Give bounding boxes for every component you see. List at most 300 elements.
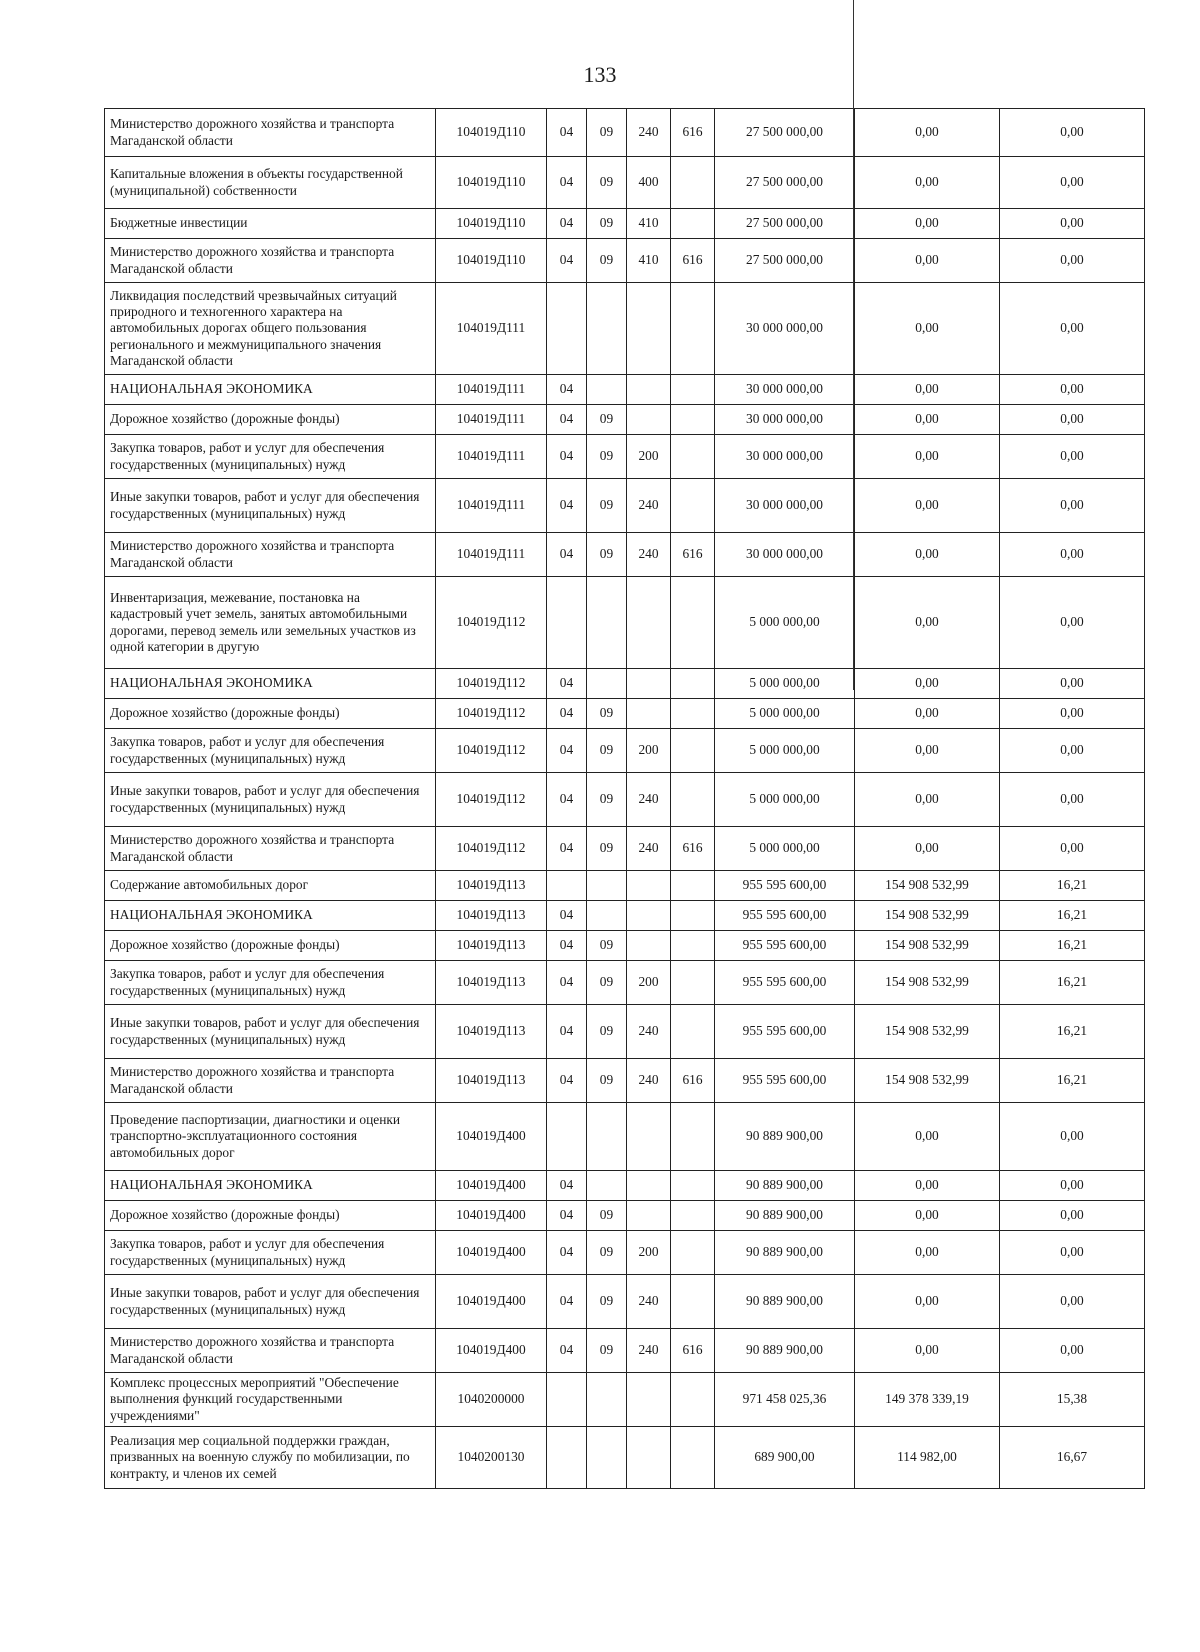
row-expense-type-cell [627, 1373, 671, 1427]
row-code-cell: 104019Д400 [436, 1231, 547, 1275]
row-expense-type-cell: 200 [627, 729, 671, 773]
row-expense-type-cell: 240 [627, 1275, 671, 1329]
row-code-cell: 1040200130 [436, 1427, 547, 1489]
table-row [105, 1275, 1145, 1329]
row-expense-type-cell [627, 1171, 671, 1201]
table-row [105, 1329, 1145, 1373]
row-plan-cell: 27 500 000,00 [715, 157, 855, 209]
row-manager-cell [671, 405, 715, 435]
row-manager-cell [671, 1103, 715, 1171]
row-name-cell: Дорожное хозяйство (дорожные фонды) [105, 699, 436, 729]
row-subsection-cell [587, 901, 627, 931]
row-expense-type-cell: 410 [627, 209, 671, 239]
row-manager-cell [671, 209, 715, 239]
row-name-cell: Иные закупки товаров, работ и услуг для обеспечения государственных (муниципальных) нужд [105, 1005, 436, 1059]
row-section-cell: 04 [547, 827, 587, 871]
row-subsection-cell: 09 [587, 931, 627, 961]
table-row [105, 901, 1145, 931]
row-name-cell: Министерство дорожного хозяйства и транспорта Магаданской области [105, 1059, 436, 1103]
table-row [105, 699, 1145, 729]
row-fact-cell: 0,00 [855, 239, 1000, 283]
row-percent-cell: 0,00 [1000, 1103, 1145, 1171]
row-subsection-cell [587, 577, 627, 669]
row-subsection-cell: 09 [587, 1275, 627, 1329]
row-plan-cell: 30 000 000,00 [715, 533, 855, 577]
row-name-cell: Иные закупки товаров, работ и услуг для обеспечения государственных (муниципальных) нужд [105, 773, 436, 827]
table-row [105, 729, 1145, 773]
table-row [105, 669, 1145, 699]
row-expense-type-cell: 240 [627, 109, 671, 157]
row-section-cell: 04 [547, 669, 587, 699]
row-subsection-cell [587, 1171, 627, 1201]
row-manager-cell [671, 1005, 715, 1059]
row-manager-cell: 616 [671, 827, 715, 871]
row-plan-cell: 30 000 000,00 [715, 479, 855, 533]
row-name-cell: НАЦИОНАЛЬНАЯ ЭКОНОМИКА [105, 901, 436, 931]
row-section-cell: 04 [547, 1171, 587, 1201]
row-plan-cell: 90 889 900,00 [715, 1275, 855, 1329]
row-expense-type-cell [627, 871, 671, 901]
row-manager-cell [671, 1171, 715, 1201]
row-subsection-cell [587, 871, 627, 901]
row-name-cell: Министерство дорожного хозяйства и транспорта Магаданской области [105, 1329, 436, 1373]
row-fact-cell: 154 908 532,99 [855, 1059, 1000, 1103]
row-subsection-cell: 09 [587, 1329, 627, 1373]
row-plan-cell: 955 595 600,00 [715, 901, 855, 931]
row-subsection-cell: 09 [587, 699, 627, 729]
row-plan-cell: 30 000 000,00 [715, 283, 855, 375]
row-percent-cell: 16,21 [1000, 931, 1145, 961]
scan-artifact-line [853, 0, 854, 690]
row-fact-cell: 0,00 [855, 577, 1000, 669]
row-manager-cell: 616 [671, 533, 715, 577]
row-plan-cell: 955 595 600,00 [715, 871, 855, 901]
row-percent-cell: 16,21 [1000, 901, 1145, 931]
row-code-cell: 104019Д110 [436, 239, 547, 283]
row-name-cell: Бюджетные инвестиции [105, 209, 436, 239]
table-row [105, 375, 1145, 405]
row-subsection-cell: 09 [587, 435, 627, 479]
row-plan-cell: 90 889 900,00 [715, 1201, 855, 1231]
row-name-cell: Капитальные вложения в объекты государственной (муниципальной) собственности [105, 157, 436, 209]
row-fact-cell: 154 908 532,99 [855, 871, 1000, 901]
row-plan-cell: 90 889 900,00 [715, 1231, 855, 1275]
row-code-cell: 1040200000 [436, 1373, 547, 1427]
row-expense-type-cell [627, 1427, 671, 1489]
row-name-cell: Министерство дорожного хозяйства и транспорта Магаданской области [105, 827, 436, 871]
row-fact-cell: 0,00 [855, 699, 1000, 729]
row-code-cell: 104019Д112 [436, 577, 547, 669]
row-subsection-cell: 09 [587, 157, 627, 209]
table-row [105, 1005, 1145, 1059]
row-code-cell: 104019Д112 [436, 827, 547, 871]
row-manager-cell [671, 1427, 715, 1489]
row-section-cell [547, 1373, 587, 1427]
table-row [105, 773, 1145, 827]
row-percent-cell: 0,00 [1000, 729, 1145, 773]
row-code-cell: 104019Д400 [436, 1103, 547, 1171]
row-fact-cell: 0,00 [855, 533, 1000, 577]
row-percent-cell: 0,00 [1000, 699, 1145, 729]
row-percent-cell: 0,00 [1000, 1329, 1145, 1373]
row-manager-cell: 616 [671, 1059, 715, 1103]
row-fact-cell: 0,00 [855, 157, 1000, 209]
table-row [105, 1201, 1145, 1231]
row-fact-cell: 149 378 339,19 [855, 1373, 1000, 1427]
row-expense-type-cell [627, 1201, 671, 1231]
row-manager-cell [671, 577, 715, 669]
row-plan-cell: 90 889 900,00 [715, 1329, 855, 1373]
row-code-cell: 104019Д113 [436, 931, 547, 961]
row-name-cell: Иные закупки товаров, работ и услуг для обеспечения государственных (муниципальных) нужд [105, 1275, 436, 1329]
row-percent-cell: 0,00 [1000, 827, 1145, 871]
table-row [105, 533, 1145, 577]
row-percent-cell: 0,00 [1000, 669, 1145, 699]
row-section-cell: 04 [547, 1275, 587, 1329]
row-manager-cell [671, 729, 715, 773]
row-fact-cell: 0,00 [855, 283, 1000, 375]
table-row [105, 209, 1145, 239]
row-manager-cell [671, 871, 715, 901]
row-percent-cell: 0,00 [1000, 479, 1145, 533]
row-subsection-cell: 09 [587, 1059, 627, 1103]
row-expense-type-cell [627, 699, 671, 729]
row-subsection-cell [587, 283, 627, 375]
row-manager-cell [671, 157, 715, 209]
row-name-cell: НАЦИОНАЛЬНАЯ ЭКОНОМИКА [105, 669, 436, 699]
row-subsection-cell [587, 1427, 627, 1489]
row-subsection-cell: 09 [587, 239, 627, 283]
row-plan-cell: 5 000 000,00 [715, 699, 855, 729]
row-code-cell: 104019Д112 [436, 729, 547, 773]
row-fact-cell: 0,00 [855, 729, 1000, 773]
row-manager-cell: 616 [671, 239, 715, 283]
table-row [105, 931, 1145, 961]
row-percent-cell: 16,21 [1000, 1059, 1145, 1103]
row-percent-cell: 15,38 [1000, 1373, 1145, 1427]
row-plan-cell: 27 500 000,00 [715, 239, 855, 283]
row-fact-cell: 0,00 [855, 405, 1000, 435]
row-fact-cell: 0,00 [855, 479, 1000, 533]
row-percent-cell: 0,00 [1000, 1231, 1145, 1275]
row-manager-cell [671, 435, 715, 479]
row-fact-cell: 154 908 532,99 [855, 1005, 1000, 1059]
row-expense-type-cell: 240 [627, 1059, 671, 1103]
row-fact-cell: 0,00 [855, 773, 1000, 827]
row-section-cell [547, 283, 587, 375]
table-row [105, 1373, 1145, 1427]
row-percent-cell: 0,00 [1000, 1171, 1145, 1201]
row-manager-cell [671, 699, 715, 729]
row-section-cell: 04 [547, 375, 587, 405]
row-percent-cell: 0,00 [1000, 283, 1145, 375]
table-row [105, 1103, 1145, 1171]
page-number: 133 [583, 62, 617, 87]
table-body [105, 109, 1145, 1489]
row-plan-cell: 5 000 000,00 [715, 773, 855, 827]
table-row [105, 1059, 1145, 1103]
row-percent-cell: 0,00 [1000, 375, 1145, 405]
row-code-cell: 104019Д112 [436, 669, 547, 699]
row-name-cell: Закупка товаров, работ и услуг для обеспечения государственных (муниципальных) нужд [105, 961, 436, 1005]
row-subsection-cell: 09 [587, 1231, 627, 1275]
row-code-cell: 104019Д400 [436, 1329, 547, 1373]
row-plan-cell: 955 595 600,00 [715, 931, 855, 961]
row-section-cell: 04 [547, 109, 587, 157]
row-code-cell: 104019Д111 [436, 283, 547, 375]
row-fact-cell: 154 908 532,99 [855, 901, 1000, 931]
row-section-cell: 04 [547, 1201, 587, 1231]
row-subsection-cell [587, 1103, 627, 1171]
row-section-cell: 04 [547, 209, 587, 239]
row-subsection-cell: 09 [587, 961, 627, 1005]
table-row [105, 871, 1145, 901]
row-fact-cell: 0,00 [855, 1275, 1000, 1329]
row-fact-cell: 154 908 532,99 [855, 931, 1000, 961]
row-percent-cell: 16,21 [1000, 1005, 1145, 1059]
row-manager-cell [671, 479, 715, 533]
row-manager-cell: 616 [671, 109, 715, 157]
row-percent-cell: 16,21 [1000, 961, 1145, 1005]
row-code-cell: 104019Д111 [436, 375, 547, 405]
row-fact-cell: 0,00 [855, 669, 1000, 699]
row-expense-type-cell: 400 [627, 157, 671, 209]
row-expense-type-cell: 240 [627, 1005, 671, 1059]
table-row [105, 827, 1145, 871]
row-name-cell: НАЦИОНАЛЬНАЯ ЭКОНОМИКА [105, 375, 436, 405]
table-row [105, 961, 1145, 1005]
row-expense-type-cell [627, 283, 671, 375]
row-code-cell: 104019Д400 [436, 1201, 547, 1231]
row-expense-type-cell: 240 [627, 827, 671, 871]
row-plan-cell: 30 000 000,00 [715, 405, 855, 435]
row-expense-type-cell [627, 577, 671, 669]
row-expense-type-cell: 240 [627, 773, 671, 827]
row-name-cell: Министерство дорожного хозяйства и транспорта Магаданской области [105, 533, 436, 577]
row-section-cell [547, 1103, 587, 1171]
row-section-cell: 04 [547, 773, 587, 827]
row-code-cell: 104019Д110 [436, 157, 547, 209]
row-section-cell: 04 [547, 405, 587, 435]
row-name-cell: НАЦИОНАЛЬНАЯ ЭКОНОМИКА [105, 1171, 436, 1201]
row-code-cell: 104019Д113 [436, 1005, 547, 1059]
row-percent-cell: 0,00 [1000, 1201, 1145, 1231]
row-plan-cell: 955 595 600,00 [715, 961, 855, 1005]
row-manager-cell [671, 1201, 715, 1231]
row-percent-cell: 0,00 [1000, 577, 1145, 669]
row-manager-cell: 616 [671, 1329, 715, 1373]
row-percent-cell: 0,00 [1000, 773, 1145, 827]
row-section-cell: 04 [547, 157, 587, 209]
row-subsection-cell: 09 [587, 1005, 627, 1059]
row-plan-cell: 5 000 000,00 [715, 729, 855, 773]
row-code-cell: 104019Д112 [436, 773, 547, 827]
row-fact-cell: 0,00 [855, 375, 1000, 405]
row-section-cell [547, 871, 587, 901]
row-section-cell: 04 [547, 1231, 587, 1275]
row-manager-cell [671, 1231, 715, 1275]
table-row [105, 1231, 1145, 1275]
row-plan-cell: 30 000 000,00 [715, 435, 855, 479]
row-expense-type-cell [627, 405, 671, 435]
row-section-cell [547, 577, 587, 669]
row-percent-cell: 0,00 [1000, 109, 1145, 157]
row-subsection-cell: 09 [587, 773, 627, 827]
row-code-cell: 104019Д113 [436, 871, 547, 901]
row-expense-type-cell [627, 669, 671, 699]
row-code-cell: 104019Д111 [436, 479, 547, 533]
row-manager-cell [671, 1373, 715, 1427]
row-percent-cell: 0,00 [1000, 435, 1145, 479]
row-section-cell: 04 [547, 1005, 587, 1059]
row-manager-cell [671, 773, 715, 827]
row-section-cell: 04 [547, 435, 587, 479]
row-fact-cell: 0,00 [855, 1329, 1000, 1373]
row-fact-cell: 0,00 [855, 1201, 1000, 1231]
row-name-cell: Реализация мер социальной поддержки граждан, призванных на военную службу по мобилизации, по контракту, и членов их семей [105, 1427, 436, 1489]
table-row [105, 405, 1145, 435]
row-section-cell: 04 [547, 729, 587, 773]
row-section-cell: 04 [547, 699, 587, 729]
row-code-cell: 104019Д400 [436, 1275, 547, 1329]
row-section-cell [547, 1427, 587, 1489]
row-code-cell: 104019Д110 [436, 109, 547, 157]
row-plan-cell: 5 000 000,00 [715, 669, 855, 699]
row-fact-cell: 114 982,00 [855, 1427, 1000, 1489]
row-section-cell: 04 [547, 901, 587, 931]
row-subsection-cell: 09 [587, 479, 627, 533]
row-manager-cell [671, 1275, 715, 1329]
row-plan-cell: 5 000 000,00 [715, 577, 855, 669]
table-row [105, 157, 1145, 209]
row-name-cell: Комплекс процессных мероприятий "Обеспечение выполнения функций государственными учреждениями" [105, 1373, 436, 1427]
row-expense-type-cell: 200 [627, 1231, 671, 1275]
row-code-cell: 104019Д111 [436, 405, 547, 435]
row-plan-cell: 90 889 900,00 [715, 1171, 855, 1201]
row-percent-cell: 0,00 [1000, 533, 1145, 577]
row-fact-cell: 0,00 [855, 1103, 1000, 1171]
row-plan-cell: 971 458 025,36 [715, 1373, 855, 1427]
row-code-cell: 104019Д111 [436, 435, 547, 479]
row-percent-cell: 0,00 [1000, 1275, 1145, 1329]
row-fact-cell: 0,00 [855, 209, 1000, 239]
row-section-cell: 04 [547, 931, 587, 961]
row-code-cell: 104019Д110 [436, 209, 547, 239]
row-fact-cell: 0,00 [855, 1231, 1000, 1275]
row-name-cell: Закупка товаров, работ и услуг для обеспечения государственных (муниципальных) нужд [105, 435, 436, 479]
row-expense-type-cell: 200 [627, 961, 671, 1005]
row-plan-cell: 27 500 000,00 [715, 109, 855, 157]
row-section-cell: 04 [547, 1059, 587, 1103]
budget-table [104, 108, 1145, 1489]
row-plan-cell: 90 889 900,00 [715, 1103, 855, 1171]
table-row [105, 1427, 1145, 1489]
row-manager-cell [671, 931, 715, 961]
row-name-cell: Закупка товаров, работ и услуг для обеспечения государственных (муниципальных) нужд [105, 729, 436, 773]
row-name-cell: Дорожное хозяйство (дорожные фонды) [105, 405, 436, 435]
row-section-cell: 04 [547, 533, 587, 577]
table-row [105, 1171, 1145, 1201]
row-code-cell: 104019Д113 [436, 961, 547, 1005]
row-subsection-cell: 09 [587, 209, 627, 239]
row-subsection-cell [587, 375, 627, 405]
table-row [105, 435, 1145, 479]
row-section-cell: 04 [547, 479, 587, 533]
row-fact-cell: 154 908 532,99 [855, 961, 1000, 1005]
row-expense-type-cell: 200 [627, 435, 671, 479]
row-fact-cell: 0,00 [855, 827, 1000, 871]
row-subsection-cell [587, 669, 627, 699]
row-subsection-cell [587, 1373, 627, 1427]
table-row [105, 109, 1145, 157]
row-code-cell: 104019Д400 [436, 1171, 547, 1201]
row-plan-cell: 689 900,00 [715, 1427, 855, 1489]
row-subsection-cell: 09 [587, 1201, 627, 1231]
row-percent-cell: 0,00 [1000, 157, 1145, 209]
row-manager-cell [671, 901, 715, 931]
row-name-cell: Дорожное хозяйство (дорожные фонды) [105, 931, 436, 961]
row-fact-cell: 0,00 [855, 435, 1000, 479]
row-plan-cell: 5 000 000,00 [715, 827, 855, 871]
row-subsection-cell: 09 [587, 109, 627, 157]
row-percent-cell: 0,00 [1000, 239, 1145, 283]
row-subsection-cell: 09 [587, 827, 627, 871]
row-percent-cell: 16,21 [1000, 871, 1145, 901]
row-expense-type-cell [627, 901, 671, 931]
row-section-cell: 04 [547, 961, 587, 1005]
row-name-cell: Инвентаризация, межевание, постановка на кадастровый учет земель, занятых автомобильными дорогами, перевод земель или земельных участков из одной категории в другую [105, 577, 436, 669]
row-name-cell: Ликвидация последствий чрезвычайных ситуаций природного и техногенного характера на автомобильных дорогах общего пользования регионального и межмуниципального значения Магаданской области [105, 283, 436, 375]
row-percent-cell: 0,00 [1000, 405, 1145, 435]
row-percent-cell: 0,00 [1000, 209, 1145, 239]
row-expense-type-cell [627, 931, 671, 961]
row-code-cell: 104019Д113 [436, 901, 547, 931]
row-name-cell: Министерство дорожного хозяйства и транспорта Магаданской области [105, 109, 436, 157]
row-name-cell: Иные закупки товаров, работ и услуг для обеспечения государственных (муниципальных) нужд [105, 479, 436, 533]
row-expense-type-cell [627, 375, 671, 405]
row-expense-type-cell: 410 [627, 239, 671, 283]
row-plan-cell: 955 595 600,00 [715, 1005, 855, 1059]
row-expense-type-cell [627, 1103, 671, 1171]
row-fact-cell: 0,00 [855, 1171, 1000, 1201]
row-subsection-cell: 09 [587, 533, 627, 577]
row-name-cell: Министерство дорожного хозяйства и транспорта Магаданской области [105, 239, 436, 283]
row-manager-cell [671, 375, 715, 405]
row-name-cell: Закупка товаров, работ и услуг для обеспечения государственных (муниципальных) нужд [105, 1231, 436, 1275]
row-percent-cell: 16,67 [1000, 1427, 1145, 1489]
row-subsection-cell: 09 [587, 729, 627, 773]
row-fact-cell: 0,00 [855, 109, 1000, 157]
row-name-cell: Проведение паспортизации, диагностики и оценки транспортно-эксплуатационного состояния автомобильных дорог [105, 1103, 436, 1171]
table-row [105, 239, 1145, 283]
row-plan-cell: 30 000 000,00 [715, 375, 855, 405]
row-name-cell: Содержание автомобильных дорог [105, 871, 436, 901]
row-expense-type-cell: 240 [627, 479, 671, 533]
row-manager-cell [671, 961, 715, 1005]
row-code-cell: 104019Д112 [436, 699, 547, 729]
row-section-cell: 04 [547, 1329, 587, 1373]
row-subsection-cell: 09 [587, 405, 627, 435]
row-section-cell: 04 [547, 239, 587, 283]
row-expense-type-cell: 240 [627, 533, 671, 577]
row-manager-cell [671, 669, 715, 699]
row-code-cell: 104019Д111 [436, 533, 547, 577]
row-name-cell: Дорожное хозяйство (дорожные фонды) [105, 1201, 436, 1231]
table-row [105, 479, 1145, 533]
table-row [105, 577, 1145, 669]
table-row [105, 283, 1145, 375]
row-plan-cell: 955 595 600,00 [715, 1059, 855, 1103]
